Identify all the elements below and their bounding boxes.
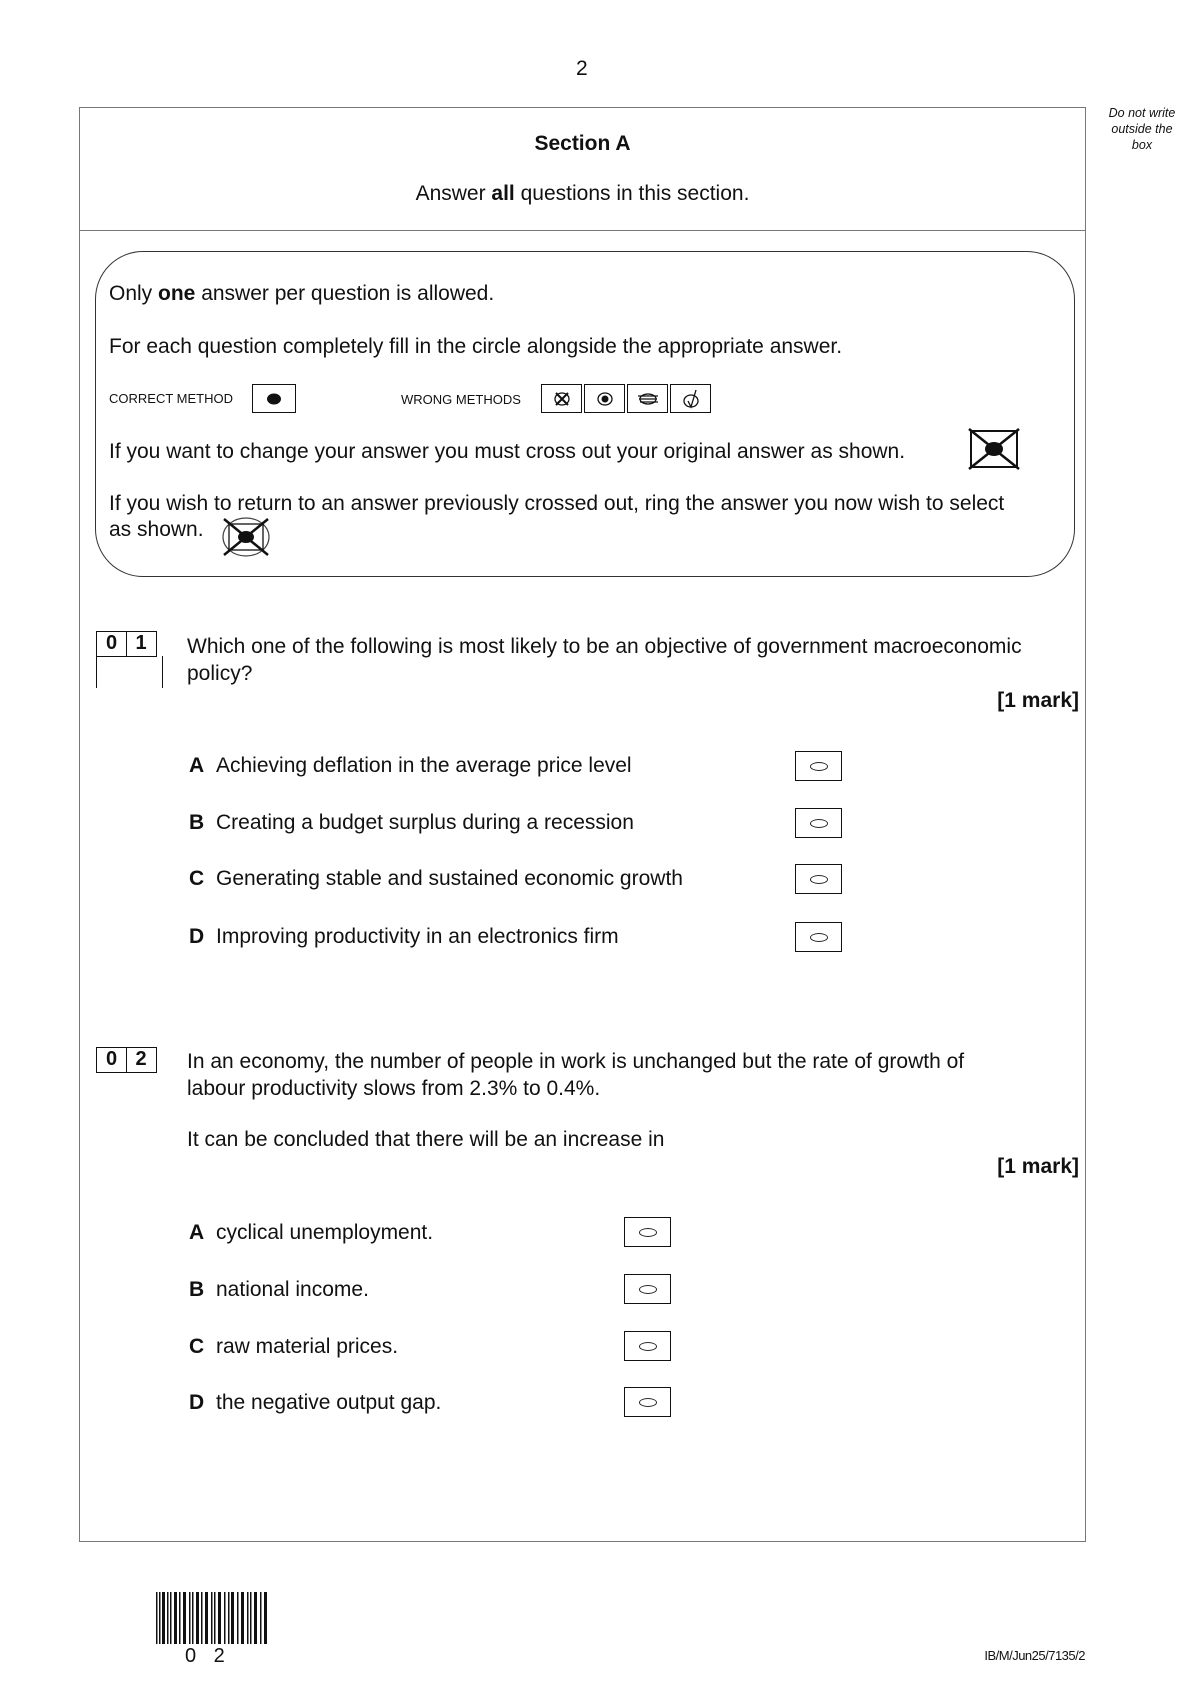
answer-oval-icon (810, 875, 828, 884)
answer-oval-icon (810, 762, 828, 771)
instruction-fill-circle: For each question completely fill in the circle alongside the appropriate answer. (109, 335, 843, 358)
section-divider (79, 230, 1086, 231)
question-number-01 (96, 631, 155, 657)
page-number: 2 (576, 57, 588, 80)
correct-method-example (252, 384, 296, 413)
option-text: Creating a budget surplus during a recession (216, 811, 634, 834)
partial-fill-circle-icon (595, 391, 615, 407)
answer-oval-icon (810, 819, 828, 828)
answer-box-q02-c[interactable] (624, 1331, 671, 1361)
option-letter: A (189, 1221, 205, 1244)
option-letter: B (189, 811, 205, 834)
correct-method-label: CORRECT METHOD (109, 391, 233, 406)
wrong-method-dot (584, 384, 625, 413)
option-text: the negative output gap. (216, 1391, 442, 1414)
answer-oval-icon (639, 1342, 657, 1351)
question-02-marks: [1 mark] (997, 1155, 1079, 1178)
option-letter: D (189, 925, 205, 948)
instruction-return-answer: If you wish to return to an answer previously crossed out, ring the answer you now wish to select (109, 492, 1005, 515)
question-02-text: It can be concluded that there will be an increase in (187, 1128, 665, 1151)
instruction-one-answer: Only one answer per question is allowed. (109, 282, 495, 305)
question-01-marks: [1 mark] (997, 689, 1079, 712)
question-number-rule (96, 656, 97, 688)
question-02-text: labour productivity slows from 2.3% to 0.4%. (187, 1077, 601, 1100)
section-instruction: Answer all questions in this section. (415, 182, 750, 205)
crossed-out-box-icon (968, 428, 1020, 470)
answer-oval-icon (639, 1228, 657, 1237)
margin-note-line: Do not write (1108, 106, 1176, 120)
filled-circle-icon (266, 393, 282, 405)
question-digit: 1 (126, 631, 157, 657)
instruction-change-answer: If you want to change your answer you must cross out your original answer as shown. (109, 440, 906, 463)
ticked-circle-icon (681, 389, 701, 409)
scribble-circle-icon (636, 391, 660, 407)
option-letter: C (189, 867, 205, 890)
option-text: cyclical unemployment. (216, 1221, 434, 1244)
question-digit: 0 (96, 1047, 127, 1073)
question-digit: 0 (96, 631, 127, 657)
option-letter: B (189, 1278, 205, 1301)
barcode-digits: 0 2 (185, 1645, 231, 1667)
option-text: Achieving deflation in the average price level (216, 754, 632, 777)
question-02-text: In an economy, the number of people in work is unchanged but the rate of growth of (187, 1050, 965, 1073)
answer-oval-icon (810, 933, 828, 942)
answer-box-q01-a[interactable] (795, 751, 842, 781)
answer-oval-icon (639, 1285, 657, 1294)
margin-note-line: box (1131, 138, 1153, 152)
margin-note-line: outside the (1111, 122, 1173, 136)
option-letter: C (189, 1335, 205, 1358)
answer-box-q02-b[interactable] (624, 1274, 671, 1304)
wrong-method-tick (670, 384, 711, 413)
wrong-method-cross (541, 384, 582, 413)
section-title: Section A (534, 132, 631, 155)
answer-box-q01-b[interactable] (795, 808, 842, 838)
answer-box-q02-a[interactable] (624, 1217, 671, 1247)
question-number-02 (96, 1047, 155, 1073)
option-text: raw material prices. (216, 1335, 399, 1358)
option-text: national income. (216, 1278, 369, 1301)
wrong-methods-label: WRONG METHODS (401, 392, 521, 407)
ringed-crossed-box-icon (219, 516, 273, 558)
answer-box-q01-c[interactable] (795, 864, 842, 894)
question-number-rule (162, 656, 163, 688)
answer-box-q02-d[interactable] (624, 1387, 671, 1417)
answer-box-q01-d[interactable] (795, 922, 842, 952)
option-letter: D (189, 1391, 205, 1414)
answer-oval-icon (639, 1398, 657, 1407)
paper-code: IB/M/Jun25/7135/2 (984, 1648, 1085, 1663)
question-01-text: Which one of the following is most likely to be an objective of government macroeconomic (187, 635, 1022, 658)
option-text: Generating stable and sustained economic growth (216, 867, 683, 890)
question-digit: 2 (126, 1047, 157, 1073)
instruction-as-shown: as shown. (109, 518, 204, 541)
wrong-method-scribble (627, 384, 668, 413)
crossed-circle-icon (552, 391, 572, 407)
margin-note (1100, 105, 1184, 153)
option-letter: A (189, 754, 205, 777)
barcode (156, 1592, 268, 1644)
question-01-text: policy? (187, 662, 253, 685)
option-text: Improving productivity in an electronics firm (216, 925, 619, 948)
